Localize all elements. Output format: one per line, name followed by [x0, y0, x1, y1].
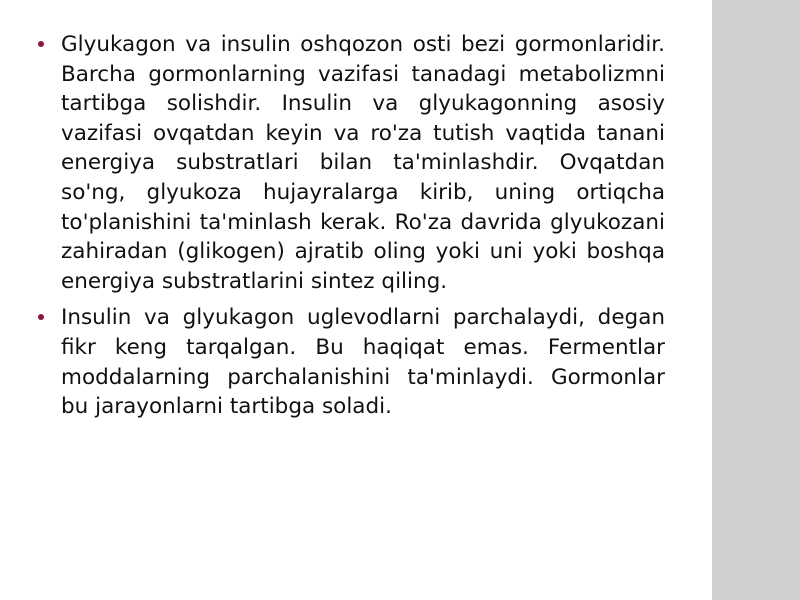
- bullet-text: Insulin va glyukagon uglevodlarni parchalaydi, degan fikr keng tarqalgan. Bu haqiqat emas. Fermentlar moddalarning parchalanishini ta'minlaydi. Gormonlar bu jarayonlarni tartibga soladi.: [61, 305, 665, 420]
- bullet-dot-icon: [38, 41, 44, 47]
- slide-content: [38, 30, 665, 429]
- decorative-side-bar: [712, 0, 800, 600]
- bullet-text: Glyukagon va insulin oshqozon osti bezi gormonlaridir. Barcha gormonlarning vazifasi tanadagi metabolizmni tartibga solishdir. Insulin va glyukagonning asosiy vazifasi ovqatdan keyin va ro'za tutish vaqtida tanani energiya substratlari bilan ta'minlashdir. Ovqatdan so'ng, glyukoza hujayralarga kirib, uning ortiqcha to'planishini ta'minlash kerak. Ro'za davrida glyukozani zahiradan (glikogen) ajratib oling yoki uni yoki boshqa energiya substratlarini sintez qiling.: [61, 32, 665, 294]
- bullet-item: [38, 30, 665, 296]
- bullet-dot-icon: [38, 314, 44, 320]
- bullet-item: [38, 303, 665, 421]
